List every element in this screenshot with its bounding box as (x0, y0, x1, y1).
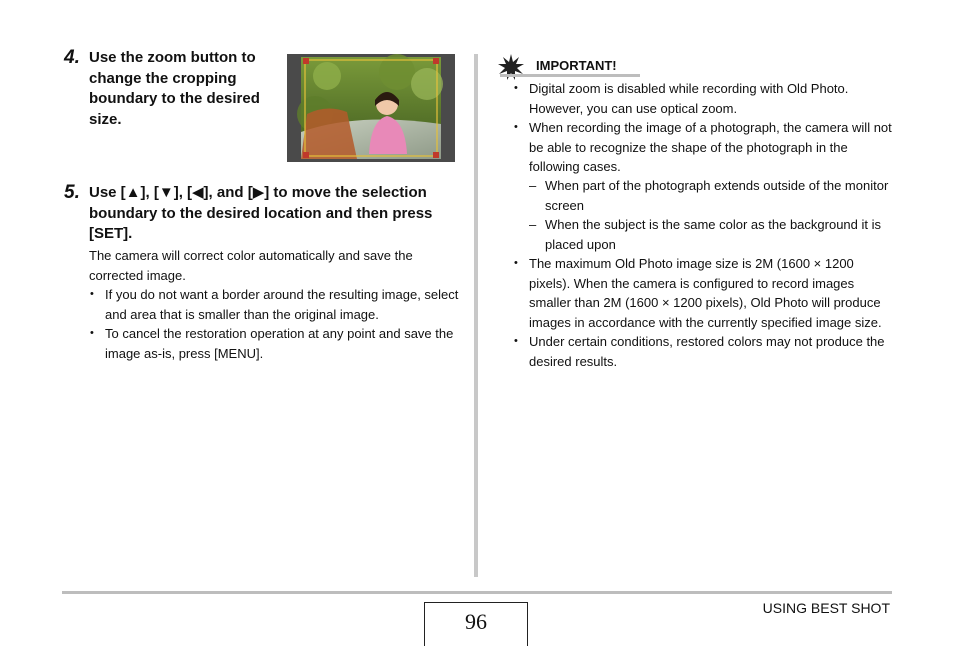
footer-rule (62, 591, 892, 594)
step-5-number: 5. (64, 182, 80, 203)
list-item: • Under certain conditions, restored colors may not produce the desired results. (529, 332, 894, 371)
list-item: • When recording the image of a photograph, the camera will not be able to recognize the shape of the photograph in the following cases. (529, 118, 894, 177)
photo-image (287, 54, 455, 162)
page-number: 96 (465, 609, 487, 634)
list-item: • The maximum Old Photo image size is 2M (1600 × 1200 pixels). When the camera is configured to record images smaller than 2M (1600 × 1200 pixels), Old Photo will produce images in accordance with the currently specified image size. (529, 254, 894, 332)
list-item: • To cancel the restoration operation at any point and save the image as-is, press [MENU]. (105, 324, 461, 363)
list-item: • Digital zoom is disabled while recording with Old Photo. However, you can use optical zoom. (529, 79, 894, 118)
important-bullet-list (529, 79, 894, 177)
list-item: – When the subject is the same color as the background it is placed upon (545, 215, 894, 254)
important-sub-list (545, 176, 894, 254)
step-4-text: Use the zoom button to change the cropping boundary to the desired size. (89, 49, 260, 128)
important-bullet-list-continued (529, 254, 894, 371)
column-divider (474, 54, 478, 577)
old-photo-illustration (287, 54, 455, 162)
step-5-bullet-list (105, 285, 461, 363)
section-name: USING BEST SHOT (762, 600, 890, 616)
important-underline (500, 74, 640, 77)
step-5-text: Use [▲], [▼], [◀], and [▶] to move the selection boundary to the desired location and then press [SET]. (89, 184, 433, 242)
list-item: – When part of the photograph extends outside of the monitor screen (545, 176, 894, 215)
step-4-number: 4. (64, 47, 80, 68)
list-item: • If you do not want a border around the resulting image, select and area that is smaller than the original image. (105, 285, 461, 324)
page-number-box (424, 602, 528, 646)
step-5-description: The camera will correct color automatically and save the corrected image. (89, 248, 413, 283)
important-label: IMPORTANT! (536, 58, 617, 73)
